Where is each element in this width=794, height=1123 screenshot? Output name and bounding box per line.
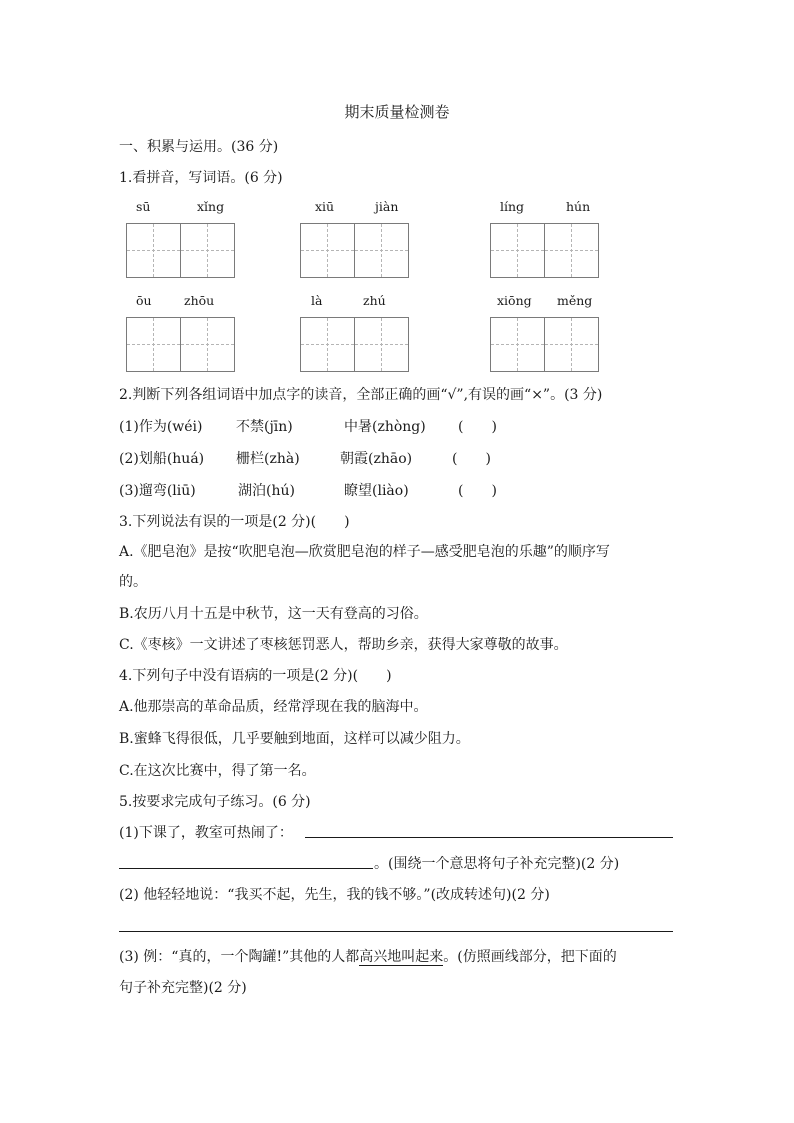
q5-sentence-3: [119, 946, 617, 966]
char-box[interactable]: [301, 224, 354, 277]
q2-word: 中暑(zhòng): [344, 419, 426, 435]
writing-grid[interactable]: [126, 317, 235, 372]
option-a-cont: 的。: [119, 574, 147, 590]
q2-word: 朝霞(zhāo): [340, 451, 413, 467]
pinyin: zhōu: [184, 293, 215, 308]
answer-line[interactable]: [119, 931, 673, 932]
option-b: B.蜜蜂飞得很低，几乎要触到地面，这样可以减少阻力。: [119, 731, 470, 747]
option-c: C.在这次比赛中，得了第一名。: [119, 763, 316, 779]
writing-grid[interactable]: [126, 223, 235, 278]
pinyin: xǐng: [197, 199, 225, 214]
pinyin: ōu: [136, 293, 152, 308]
answer-paren[interactable]: ( ): [452, 451, 491, 467]
answer-line[interactable]: [305, 837, 673, 838]
option-c: C.《枣核》一文讲述了枣核惩罚恶人，帮助乡亲，获得大家尊敬的故事。: [119, 637, 568, 653]
answer-line[interactable]: [119, 868, 373, 869]
q5-sentence-3-post: 。(仿照画线部分，把下面的: [443, 949, 617, 965]
section-heading: 一、积累与运用。(36 分): [119, 139, 279, 155]
q5-sentence-2: (2) 他轻轻地说：“我买不起，先生，我的钱不够。”(改成转述句)(2 分): [119, 887, 550, 903]
q2-word: 瞭望(liào): [344, 483, 409, 499]
char-box[interactable]: [127, 318, 180, 371]
page-title: 期末质量检测卷: [344, 103, 450, 121]
pinyin: jiàn: [375, 199, 399, 214]
option-a: A.《肥皂泡》是按“吹肥皂泡—欣赏肥皂泡的样子—感受肥皂泡的乐趣”的顺序写: [119, 544, 610, 560]
pinyin: hún: [566, 199, 591, 214]
q4-heading: 4.下列句子中没有语病的一项是(2 分)( ): [119, 668, 392, 684]
q2-word: (1)作为(wéi): [119, 419, 203, 435]
char-box[interactable]: [180, 318, 234, 371]
char-box[interactable]: [491, 224, 544, 277]
char-box[interactable]: [301, 318, 354, 371]
pinyin: zhú: [363, 293, 386, 308]
char-box[interactable]: [180, 224, 234, 277]
q1-heading: 1.看拼音，写词语。(6 分): [119, 170, 283, 186]
underlined-phrase: 高兴地叫起来: [359, 949, 444, 965]
q2-heading: 2.判断下列各组词语中加点字的读音，全部正确的画“√”,有误的画“×”。(3 分): [119, 387, 603, 403]
option-a: A.他那崇高的革命品质，经常浮现在我的脑海中。: [119, 699, 428, 715]
char-box[interactable]: [491, 318, 544, 371]
pinyin: sū: [136, 199, 151, 214]
char-box[interactable]: [127, 224, 180, 277]
q2-word: 不禁(jīn): [236, 419, 293, 435]
pinyin: xiōng: [497, 293, 532, 308]
q3-heading: 3.下列说法有误的一项是(2 分)( ): [119, 514, 350, 530]
writing-grid[interactable]: [300, 223, 409, 278]
writing-grid[interactable]: [490, 317, 599, 372]
q5-sentence-1: (1)下课了，教室可热闹了：: [119, 825, 293, 841]
answer-paren[interactable]: ( ): [458, 419, 497, 435]
char-box[interactable]: [354, 318, 408, 371]
pinyin: líng: [500, 199, 525, 214]
option-b: B.农历八月十五是中秋节，这一天有登高的习俗。: [119, 606, 428, 622]
q5-sentence-3-pre: (3) 例：“真的，一个陶罐!”其他的人都: [119, 949, 360, 965]
char-box[interactable]: [544, 318, 598, 371]
writing-grid[interactable]: [490, 223, 599, 278]
q5-heading: 5.按要求完成句子练习。(6 分): [119, 794, 311, 810]
char-box[interactable]: [544, 224, 598, 277]
q2-word: 湖泊(hú): [238, 483, 295, 499]
q2-word: 栅栏(zhà): [236, 451, 300, 467]
q2-word: (3)遛弯(liū): [119, 483, 196, 499]
q5-sentence-1-tail: 。(围绕一个意思将句子补充完整)(2 分): [374, 856, 620, 872]
answer-paren[interactable]: ( ): [458, 483, 497, 499]
q2-word: (2)划船(huá): [119, 451, 205, 467]
pinyin: là: [311, 293, 323, 308]
char-box[interactable]: [354, 224, 408, 277]
pinyin: měng: [557, 293, 593, 308]
writing-grid[interactable]: [300, 317, 409, 372]
q5-sentence-3-cont: 句子补充完整)(2 分): [119, 980, 247, 996]
pinyin: xiū: [315, 199, 335, 214]
